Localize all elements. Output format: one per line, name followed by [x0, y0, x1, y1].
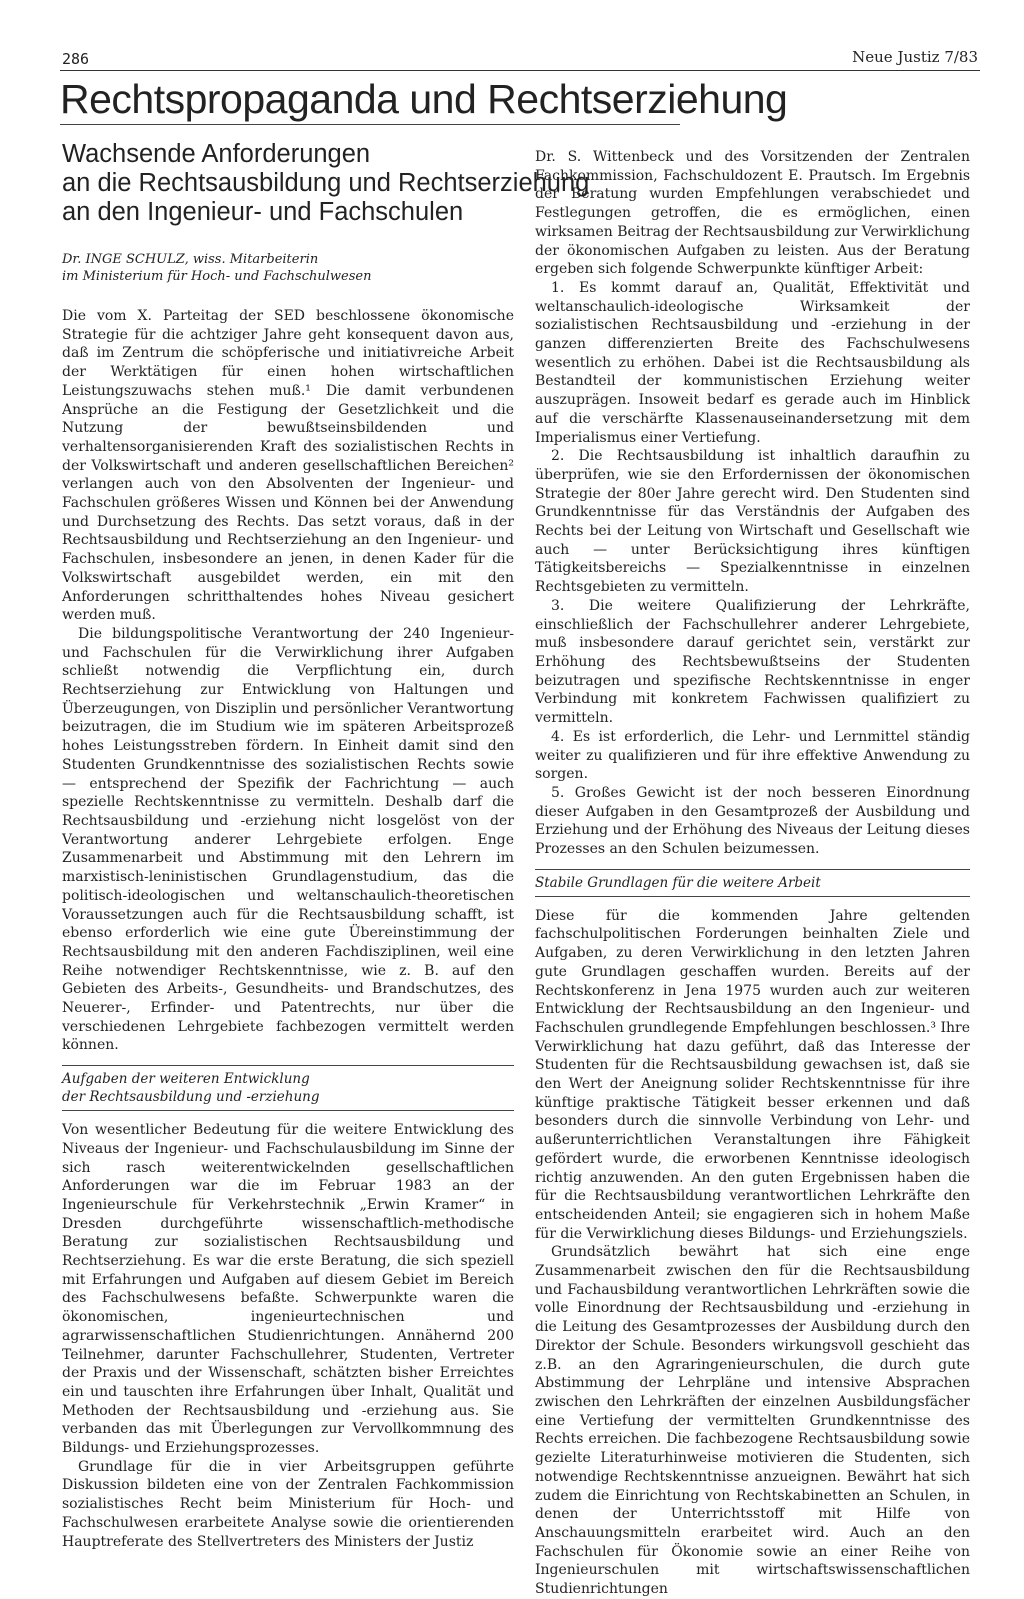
- body-paragraph: Dr. S. Wittenbeck und des Vorsitzenden der Zentralen Fachkommission, Fachschuldozent E. Prautsch. Im Ergebnis der Beratung wurden Empfehlungen verabschiedet und Festlegungen getroffen, die es ermöglichen, einen wirksamen Beitrag der Rechtsausbildung zur Verwirklichung der ökonomischen Aufgaben zu leisten. Aus der Beratung ergeben sich folgende Schwerpunkte künftiger Arbeit:: [535, 149, 970, 278]
- numbered-point: 4. Es ist erforderlich, die Lehr- und Lernmittel ständig weiter zu qualifizieren und für ihre effektive Anwendung zu sorgen.: [535, 728, 970, 783]
- author-line: im Ministerium für Hoch- und Fachschulwesen: [62, 269, 372, 284]
- body-paragraph: Von wesentlicher Bedeutung für die weitere Entwicklung des Niveaus der Ingenieur- und Fachschulausbildung im Sinne der sich rasch weiterentwickelnden gesellschaftlichen Anforderungen war die im Februar 1983 an der Ingenieurschule für Verkehrstechnik „Erwin Kramer“ in Dresden durchgeführte wissenschaftlich-methodische Beratung zur sozialistischen Rechtsausbildung und Rechtserziehung. Es war die erste Beratung, die sich speziell mit Erfahrungen und Aufgaben auf diesem Gebiet im Bereich des Fachschulwesens befaßte. Schwerpunkte waren die ökonomischen, ingenieurtechnischen und agrarwissenschaftlichen Studienrichtungen. Annähernd 200 Teilnehmer, darunter Fachschullehrer, Studenten, Vertreter der Praxis und der Wissenschaft, schätzten bisher Erreichtes ein und tauschten ihre Erfahrungen über Inhalt, Qualität und Methoden der Rechtsausbildung und -erziehung aus. Sie verbanden das mit Überlegungen zur Vervollkommnung des Bildungs- und Erziehungsprozesses.: [62, 1122, 514, 1457]
- left-column: [62, 140, 590, 1551]
- section-heading-line: der Rechtsausbildung und -erziehung: [62, 1089, 320, 1106]
- page-number: 286: [62, 50, 90, 68]
- article-title-line: an den Ingenieur- und Fachschulen: [62, 198, 464, 226]
- author-byline: [62, 251, 514, 285]
- article-title-line: an die Rechtsausbildung und Rechtserziehung: [62, 169, 590, 197]
- author-line: Dr. INGE SCHULZ, wiss. Mitarbeiterin: [62, 252, 319, 267]
- body-paragraph: Grundsätzlich bewährt hat sich eine enge Zusammenarbeit zwischen den für die Rechtsausbildung und Fachausbildung verantwortlichen Lehrkräften sowie die volle Einordnung der Rechtsausbildung und -erziehung in die Leitung des Gesamtprozesses der Ausbildung durch den Direktor der Schule. Besonders wirkungsvoll geschieht das z.B. an den Agraringenieurschulen, die durch gute Abstimmung der Lehrpläne und intensive Absprachen zwischen den Lehrkräften der einzelnen Ausbildungsfächer eine Vertiefung der vermittelten Grundkenntnisse des Rechts erreichen. Die fachbezogene Rechtsausbildung sowie gezielte Literaturhinweise motivieren die Studenten, sich notwendige Rechtskenntnisse anzueignen. Bewährt hat sich zudem die Einrichtung von Rechtskabinetten an Schulen, in denen der Unterrichtsstoff mit Hilfe von Anschauungsmitteln erarbeitet wird. Auch an den Fachschulen für Ökonomie sowie an einer Reihe von Ingenieurschulen mit wirtschaftswissenschaftlichen Studienrichtungen: [535, 1244, 970, 1598]
- body-paragraph: Die vom X. Parteitag der SED beschlossene ökonomische Strategie für die achtziger Jahre geht konsequent davon aus, daß im Zentrum die schöpferische und initiativreiche Arbeit der Werktätigen für einen hohen wirtschaftlichen Leistungszuwachs stehen muß.¹ Die damit verbundenen Ansprüche an die Festigung der Gesetzlichkeit und die Nutzung der bewußtseinsbildenden und verhaltensorganisierenden Kraft des sozialistischen Rechts in der Volkswirtschaft und anderen gesellschaftlichen Bereichen² verlangen auch von den Absolventen der Ingenieur- und Fachschulen größeres Wissen und Können bei der Anwendung und Durchsetzung des Rechts. Das setzt voraus, daß in der Rechtsausbildung und Rechtserziehung an den Ingenieur- und Fachschulen, insbesondere an jenen, in denen Kader für die Volkswirtschaft ausgebildet werden, ein mit den Anforderungen schritthaltendes hohes Niveau gesichert werden muß.: [62, 308, 514, 624]
- numbered-point: 1. Es kommt darauf an, Qualität, Effektivität und weltanschaulich-ideologische Wirksamkeit der sozialistischen Rechtsausbildung und -erziehung in der ganzen differenzierten Breite des Fachschulwesens wesentlich zu erhöhen. Dabei ist die Rechtsausbildung als Bestandteil der kommunistischen Erziehung weiter auszuprägen. Insoweit bedarf es gerade auch im Hinblick auf die verschärfte Klassenauseinandersetzung mit dem Imperialismus einer Vertiefung.: [535, 279, 970, 446]
- body-paragraph: Grundlage für die in vier Arbeitsgruppen geführte Diskussion bildeten eine von der Zentralen Fachkommission sozialistisches Recht beim Ministerium für Hoch- und Fachschulwesen erarbeitete Analyse sowie die orientierenden Hauptreferate des Stellvertreters des Ministers der Justiz: [62, 1458, 514, 1550]
- body-paragraph: Diese für die kommenden Jahre geltenden fachschulpolitischen Forderungen beinhalten Ziele und Aufgaben, zu deren Verwirklichung in den letzten Jahren gute Grundlagen geschaffen wurden. Bereits auf der Rechtskonferenz in Jena 1975 wurden auch zur weiteren Entwicklung der Rechtsausbildung an den Ingenieur- und Fachschulen grundlegende Empfehlungen beschlossen.³ Ihre Verwirklichung hat dazu geführt, daß das Interesse der Studenten für die Rechtsausbildung gewachsen ist, daß sie den Wert der Aneignung solider Rechtskenntnisse für ihre künftige praktische Tätigkeit besser erkennen und daß besonders durch die sinnvolle Verbindung von Lehr- und außerunterrichtlichen Veranstaltungen ihre Fähigkeit gefördert wurde, die erworbenen Kenntnisse ideologisch richtig anzuwenden. An den guten Ergebnissen haben die für die Rechtsausbildung verantwortlichen Lehrkräfte den entscheidenden Anteil; sie engagieren sich in hohem Maße für die Verwirklichung dieses Bildungs- und Erziehungsziels.: [535, 907, 970, 1242]
- section-heading: [62, 1065, 514, 1111]
- numbered-point: 3. Die weitere Qualifizierung der Lehrkräfte, einschließlich der Fachschullehrer anderer Lehrgebiete, muß insbesondere darauf gerichtet sein, verstärkt zur Erhöhung des Rechtsbewußtseins der Studenten beizutragen und spezifische Rechtskenntnisse in enger Verbindung mit konkretem Fachwissen qualifiziert zu vermitteln.: [535, 597, 970, 727]
- section-heading-line: Stabile Grundlagen für die weitere Arbeit: [535, 874, 821, 891]
- title-rule: [60, 124, 680, 125]
- article-title-line: Wachsende Anforderungen: [62, 140, 371, 168]
- article-title: [62, 140, 590, 227]
- right-column: [535, 148, 970, 1599]
- body-paragraph: Die bildungspolitische Verantwortung der 240 Ingenieur- und Fachschulen für die Verwirklichung ihrer Aufgaben schließt notwendig die Verpflichtung ein, durch Rechtserziehung zur Entwicklung von Haltungen und Überzeugungen, von Disziplin und persönlicher Verantwortung beizutragen, die im Studium wie im späteren Arbeitsprozeß hohes Leistungsstreben fördern. In Einheit damit sind den Studenten Grundkenntnisse des sozialistischen Rechts sowie — entsprechend der Spezifik der Fachrichtung — auch spezielle Rechtskenntnisse zu vermitteln. Deshalb darf die Rechtsausbildung und -erziehung nicht losgelöst von der Verantwortung anderer Lehrgebiete erfolgen. Enge Zusammenarbeit und Abstimmung mit den Lehrern im marxistisch-leninistischen Grundlagenstudium, das die politisch-ideologischen und weltanschaulich-theoretischen Voraussetzungen auch für die Rechtsausbildung schafft, ist ebenso erforderlich wie eine gute Übereinstimmung der Rechtsausbildung mit den anderen Fachdisziplinen, weil eine Reihe notwendiger Rechtskenntnisse, wie z. B. auf den Gebieten des Arbeits-, Gesundheits- und Brandschutzes, des Neuerer-, Erfinder- und Patentrechts, nur über die verschiedenen Lehrgebiete fachbezogen vermittelt werden können.: [62, 625, 514, 1054]
- journal-issue: Neue Justiz 7/83: [852, 48, 978, 66]
- numbered-point: 2. Die Rechtsausbildung ist inhaltlich daraufhin zu überprüfen, wie sie den Erfordernissen der ökonomischen Strategie der 80er Jahre gerecht wird. Den Studenten sind Grundkenntnisse für das Verständnis der Aufgaben des Rechts bei der Leitung von Wirtschaft und Gesellschaft wie auch — unter Berücksichtigung ihres künftigen Tätigkeitsbereichs — Spezialkenntnisse in einzelnen Rechtsgebieten zu vermitteln.: [535, 448, 970, 596]
- section-heading: [535, 869, 970, 897]
- numbered-point: 5. Großes Gewicht ist der noch besseren Einordnung dieser Aufgaben in den Gesamtprozeß der Ausbildung und Erziehung und der Erhöhung des Niveaus der Leitung dieses Prozesses an den Schulen beizumessen.: [535, 784, 970, 858]
- header-rule: [60, 70, 980, 71]
- section-title: Rechtspropaganda und Rechtserziehung: [60, 76, 788, 122]
- section-heading-line: Aufgaben der weiteren Entwicklung: [62, 1071, 310, 1088]
